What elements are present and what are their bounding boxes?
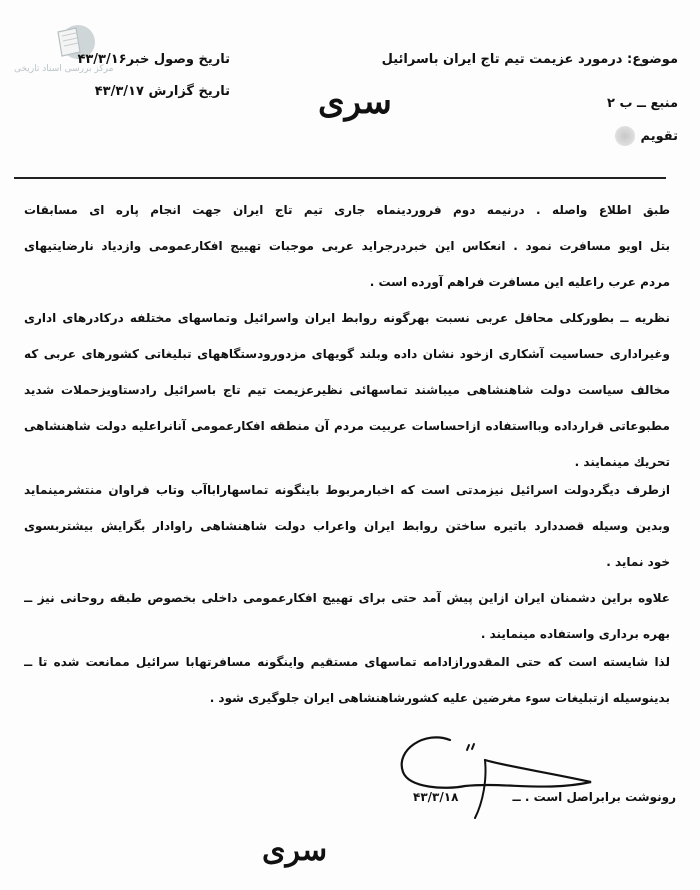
body-line: وغیراداری حساسیت آشکاری ازخود نشان داده وبلند گویهای مزدورودستگاههای تبلیغاتی کشورهای عربی که [24,347,670,361]
source-line: منبع ــ ب ۲ [606,96,678,111]
signature-date: ۴۳/۳/۱۸ [413,790,459,804]
archive-watermark [14,22,134,78]
body-line: مخالف سیاست دولت شاهنشاهی میباشند تماسهائی نظیرعزیمت تیم تاج باسرائیل رادستاویزحملات شدید [24,383,670,397]
copy-certification: رونوشت برابراصل است . ــ [512,790,676,804]
classification-stamp-top: سری [318,82,392,122]
body-line: ازطرف دیگردولت اسرائیل نیزمدتی است که اخبارمربوط باینگونه تماسهاراباآب وتاب فراوان منتشرمینماید [24,483,670,497]
body-line: نظریه ــ بطورکلی محافل عربی نسبت بهرگونه روابط ایران واسرائیل وتماسهای مختلفه درکادرهای اداری [24,311,670,325]
body-line: مردم عرب راعلیه این مسافرت فراهم آورده است . [369,275,670,289]
classification-stamp-bottom: سری [262,833,328,868]
redaction-smudge [615,126,635,146]
body-line: تحریك مینمایند . [574,455,670,469]
news-received-date: تاریخ وصول خبر۴۳/۳/۱۶ [77,52,230,67]
body-line: علاوه براین دشمنان ایران ازاین پیش آمد حتی برای تهییج افکارعمومی داخلی بخصوص طبقه روحانی نیز ــ [24,591,670,605]
body-line: بدینوسیله ازتبلیغات سوء مغرضین علیه کشورشاهنشاهی ایران جلوگیری شود . [209,691,670,705]
subject-line: موضوع: درمورد عزیمت تیم تاج ایران باسرائیل [381,52,678,67]
body-line: بهره برداری واستفاده مینمایند . [480,627,670,641]
rating-line [615,126,678,146]
body-line: وبدین وسیله قصددارد باتیره ساختن روابط ایران واعراب دولت شاهنشاهی راوادار بگرایش بیشتربسوی [24,519,670,533]
report-date: تاریخ گزارش ۴۳/۳/۱۷ [94,84,230,99]
body-line: بتل اویو مسافرت نمود . انعکاس این خبردرجراید عربی موجبات تهییج افکارعمومی وازدیاد نارضایتیهای [24,239,670,253]
body-line: طبق اطلاع واصله . درنیمه دوم فروردینماه جاری تیم تاج ایران جهت انجام پاره ای مسابقات [24,203,670,217]
rating-label: تقویم [640,128,678,144]
body-line: مطبوعاتی قرارداده وبااستفاده ازاحساسات عربیت مردم آن منطقه افکارعمومی آنانراعلیه دولت شاهنشاهی [24,419,670,433]
report-body [24,200,670,724]
handwritten-signature [395,730,615,820]
body-line: لذا شایسته است که حتی المقدورازادامه تماسهای مستقیم واینگونه مسافرتهابا سرائیل ممانعت شده تا ــ [24,655,670,669]
header-divider [14,177,666,179]
body-line: خود نماید . [606,555,670,569]
watermark-text: مرکز بررسی اسناد تاریخی [14,64,114,74]
